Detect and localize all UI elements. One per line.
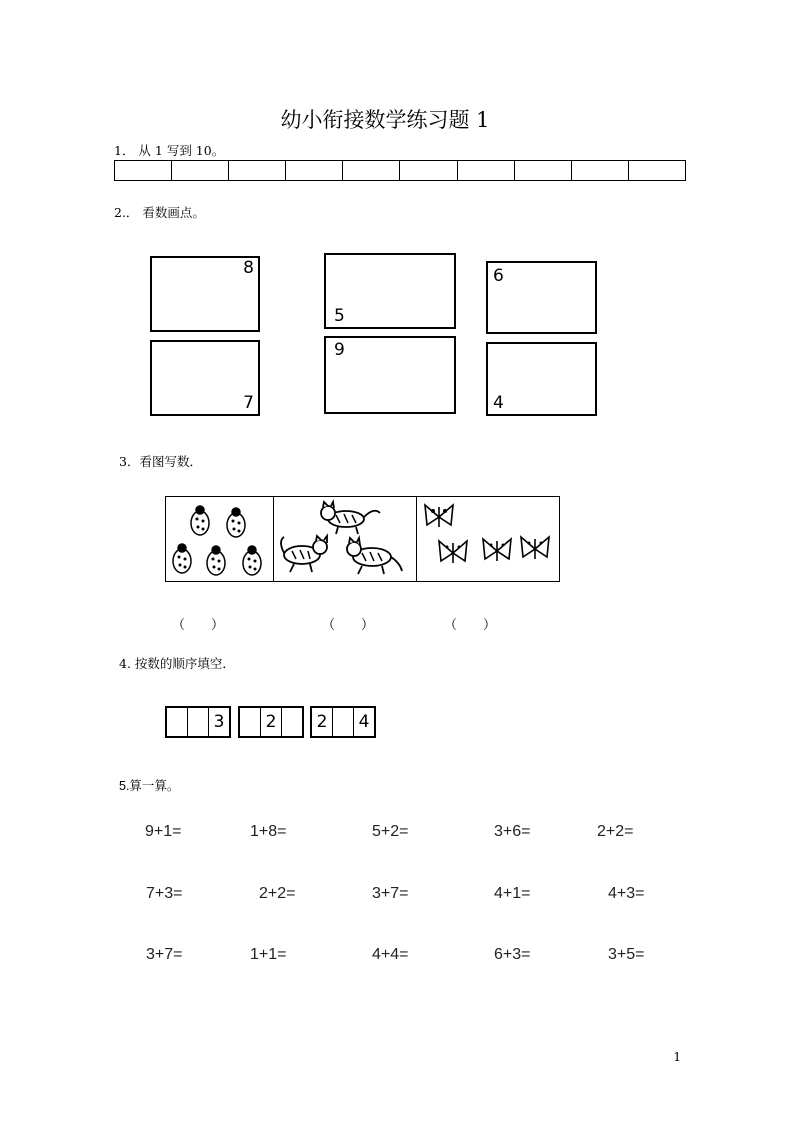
arithmetic-item: 5+2=: [372, 823, 409, 840]
arithmetic-item: 3+6=: [494, 823, 531, 840]
arithmetic-item: 3+7=: [146, 946, 183, 963]
arithmetic-item: 3+5=: [608, 946, 645, 963]
sequence-group: [310, 706, 376, 738]
write-cell[interactable]: [229, 161, 286, 181]
arithmetic-item: 3+7=: [372, 885, 409, 902]
dot-box-number: 5: [334, 306, 345, 326]
dot-box[interactable]: [324, 336, 456, 414]
write-cell[interactable]: [115, 161, 172, 181]
question-3-label: 3．看图写数．: [119, 454, 202, 469]
sequence-group: [238, 706, 304, 738]
sequence-cell[interactable]: [282, 708, 302, 736]
answer-blank[interactable]: （ ）: [322, 618, 375, 633]
page-title: 幼小衔接数学练习题 1: [280, 108, 490, 132]
dot-box-number: 7: [243, 393, 254, 413]
write-cell[interactable]: [457, 161, 514, 181]
question-5-label: 5.算一算。: [119, 779, 180, 793]
answer-blank[interactable]: （ ）: [172, 618, 225, 633]
arithmetic-item: 2+2=: [597, 823, 634, 840]
write-cell[interactable]: [571, 161, 628, 181]
arithmetic-item: 1+1=: [250, 946, 287, 963]
arithmetic-item: 4+4=: [372, 946, 409, 963]
sequence-cell[interactable]: [333, 708, 354, 736]
arithmetic-item: 4+3=: [608, 885, 645, 902]
sequence-cell[interactable]: 4: [358, 712, 370, 732]
write-cell[interactable]: [343, 161, 400, 181]
sequence-cell[interactable]: 2: [261, 708, 282, 736]
dot-box[interactable]: [486, 342, 597, 416]
question-1-label: 1． 从 1 写到 10。: [114, 143, 225, 158]
sequence-cell[interactable]: [167, 708, 188, 736]
write-cell[interactable]: [514, 161, 571, 181]
dot-box[interactable]: [324, 253, 456, 329]
arithmetic-item: 6+3=: [494, 946, 531, 963]
sequence-cell[interactable]: 3: [213, 712, 225, 732]
cats-icon: [273, 497, 416, 581]
write-cell[interactable]: [172, 161, 229, 181]
write-cell[interactable]: [628, 161, 685, 181]
dot-box-number: 9: [334, 340, 345, 360]
page-number: 1: [673, 1050, 681, 1064]
write-cell[interactable]: [286, 161, 343, 181]
arithmetic-item: 9+1=: [145, 823, 182, 840]
sequence-cell[interactable]: [240, 708, 261, 736]
write-cell[interactable]: [400, 161, 457, 181]
ladybugs-icon: [166, 497, 273, 581]
arithmetic-item: 7+3=: [146, 885, 183, 902]
dot-box[interactable]: [150, 340, 260, 416]
sequence-group: [165, 706, 231, 738]
count-pictures-strip: [165, 496, 560, 582]
question-2-label: 2.． 看数画点。: [114, 205, 205, 220]
butterflies-icon: [416, 497, 559, 581]
dot-box-number: 4: [493, 393, 504, 413]
question-4-label: 4. 按数的顺序填空．: [119, 656, 235, 671]
sequence-cell[interactable]: [188, 708, 209, 736]
write-1-to-10-grid: [114, 160, 686, 181]
dot-box-number: 8: [243, 258, 254, 278]
arithmetic-item: 4+1=: [494, 885, 531, 902]
dot-box[interactable]: [150, 256, 260, 332]
dot-box-number: 6: [493, 266, 504, 286]
arithmetic-item: 2+2=: [259, 885, 296, 902]
sequence-cell[interactable]: 2: [312, 708, 333, 736]
arithmetic-item: 1+8=: [250, 823, 287, 840]
dot-box[interactable]: [486, 261, 597, 334]
answer-blank[interactable]: （ ）: [444, 618, 497, 633]
